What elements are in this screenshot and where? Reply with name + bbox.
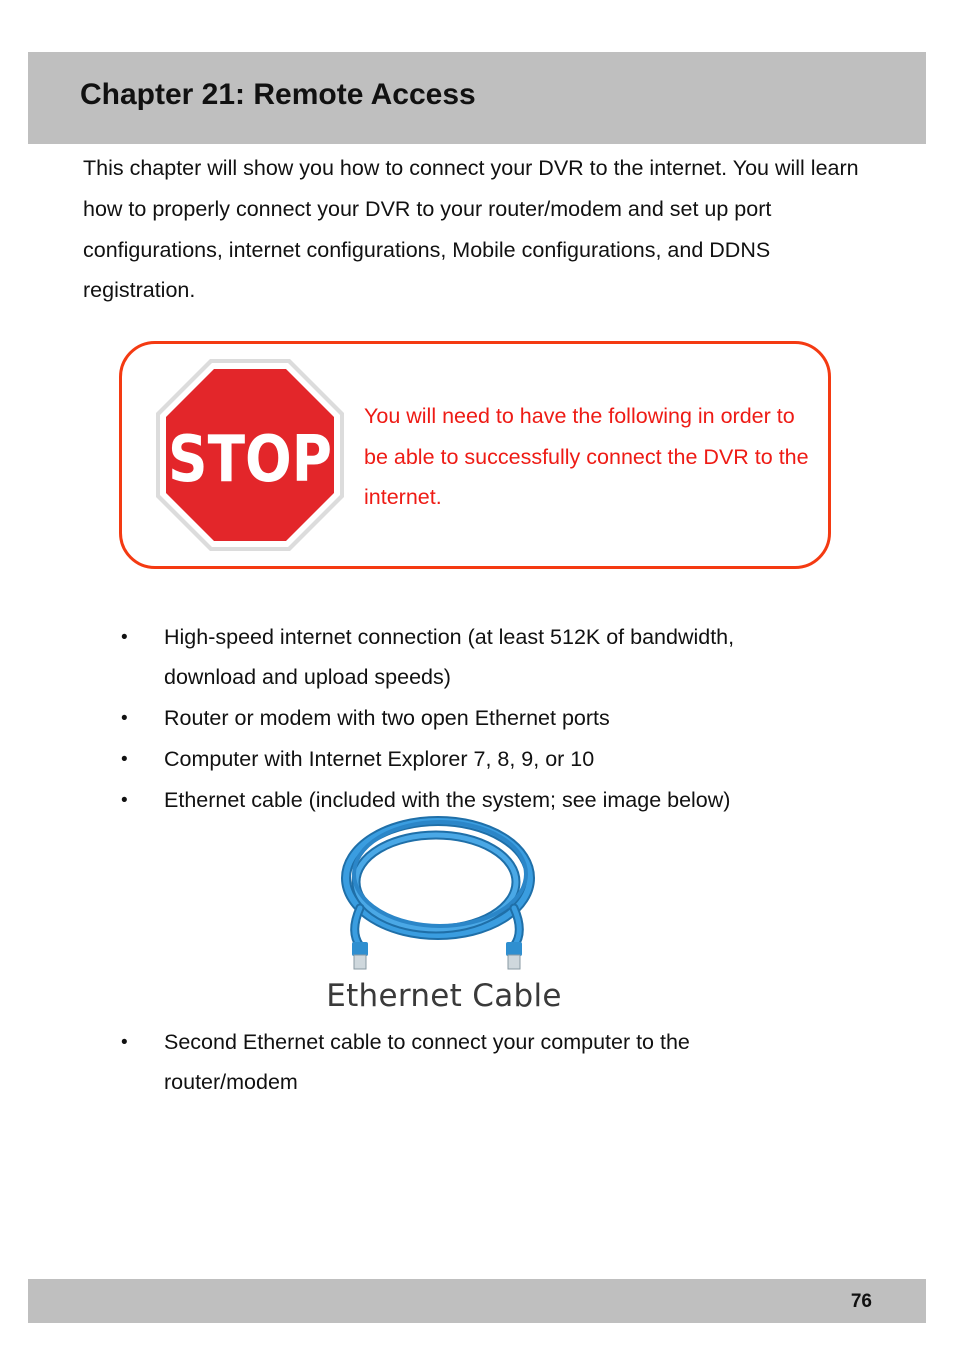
page-number: 76 bbox=[850, 1291, 872, 1312]
bullet-icon: • bbox=[121, 1032, 128, 1053]
ethernet-cable-figure bbox=[316, 816, 572, 1024]
list-item-text: High-speed internet connection (at least 512K of bandwidth, download and upload speeds) bbox=[164, 625, 735, 689]
list-item-text: Second Ethernet cable to connect your computer to the router/modem bbox=[164, 1030, 690, 1094]
stop-sign-text: STOP bbox=[168, 423, 332, 497]
ethernet-cable-icon bbox=[326, 816, 554, 974]
list-item-text: Router or modem with two open Ethernet ports bbox=[164, 706, 610, 730]
intro-paragraph: This chapter will show you how to connect your DVR to the internet. You will learn how to properly connect your DVR to your router/modem and set up port configurations, internet configurations, Mobile configurations, and DDNS registration. bbox=[83, 156, 859, 303]
page-footer bbox=[28, 1279, 926, 1323]
bullet-icon: • bbox=[121, 749, 128, 770]
chapter-title: Chapter 21: Remote Access bbox=[80, 78, 476, 111]
stop-sign-icon bbox=[154, 357, 346, 553]
list-item-text: Computer with Internet Explorer 7, 8, 9, or 10 bbox=[164, 747, 595, 771]
list-item-text: Ethernet cable (included with the system; see image below) bbox=[164, 788, 731, 812]
bullet-icon: • bbox=[121, 627, 128, 648]
chapter-header bbox=[28, 52, 926, 144]
figure-caption: Ethernet Cable bbox=[326, 978, 562, 1014]
bullet-icon: • bbox=[121, 790, 128, 811]
bullet-icon: • bbox=[121, 708, 128, 729]
callout-text: You will need to have the following in order to be able to successfully connect the DVR to the internet. bbox=[364, 404, 809, 509]
stop-callout-box bbox=[119, 341, 831, 569]
